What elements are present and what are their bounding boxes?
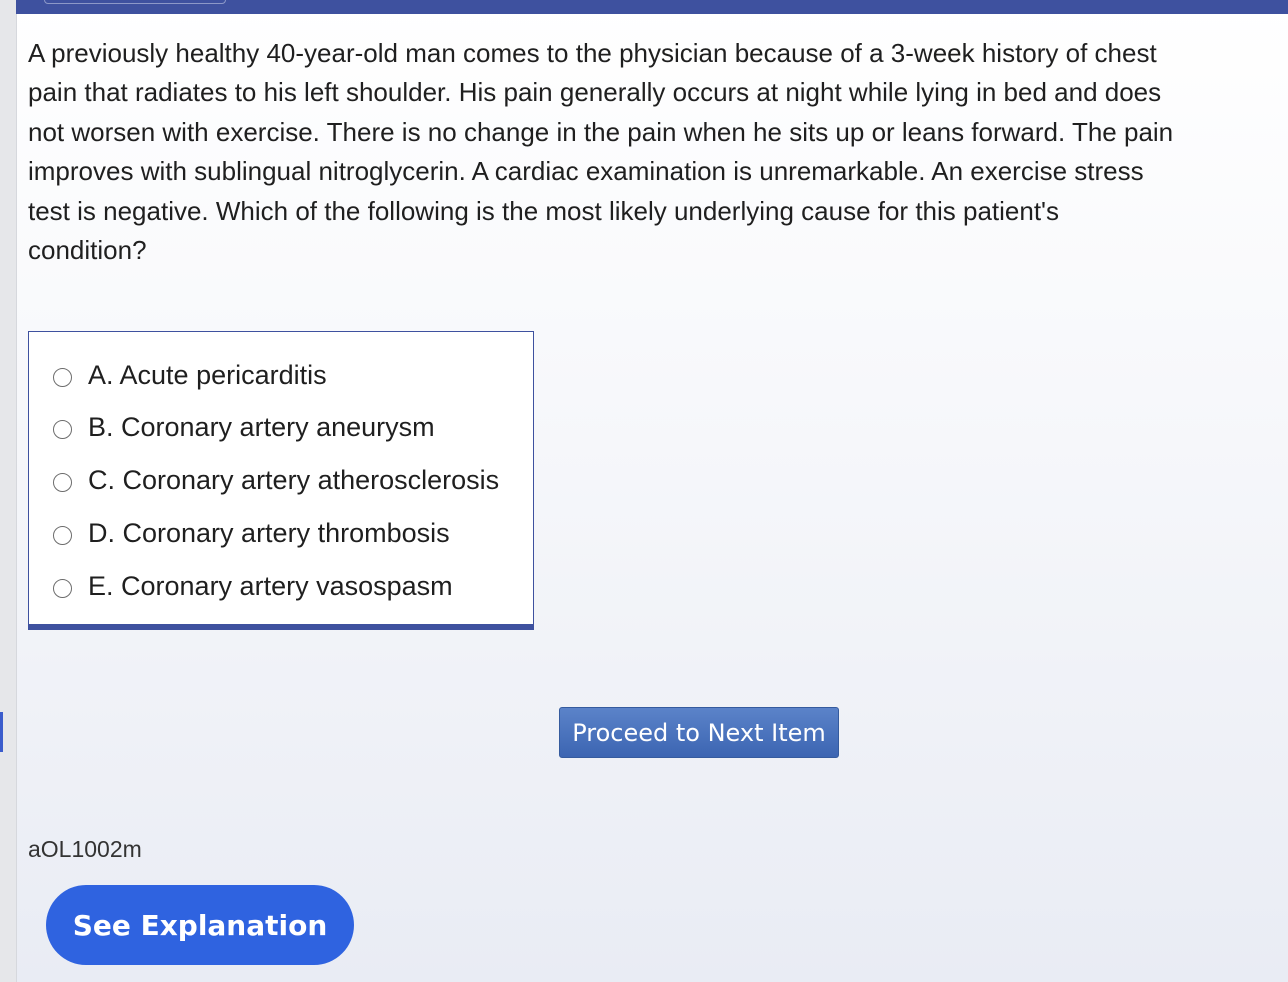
answer-choice-label: E. Coronary artery vasospasm bbox=[88, 570, 453, 601]
header-tab[interactable] bbox=[44, 0, 226, 4]
answer-choice-label: C. Coronary artery atherosclerosis bbox=[88, 464, 500, 495]
question-stem: A previously healthy 40-year-old man comes to the physician because of a 3-week history of chest pain that radiates to his left shoulder. His pain generally occurs at night while lying in bed and does not worsen with exercise. There is no change in the pain when he sits up or leans forward. The pain improves with sublingual nitroglycerin. A cardiac examination is unremarkable. An exercise stress test is negative. Which of the following is the most likely underlying cause for this patient's condition? bbox=[28, 38, 1174, 266]
see-explanation-button[interactable]: See Explanation bbox=[46, 885, 354, 965]
answer-choice-e[interactable] bbox=[29, 566, 453, 606]
radio-button-c[interactable] bbox=[53, 473, 72, 492]
answer-choice-b[interactable] bbox=[29, 407, 435, 447]
answer-choice-a[interactable] bbox=[29, 355, 327, 395]
item-id: aOL1002m bbox=[28, 836, 142, 862]
left-rail bbox=[0, 0, 17, 982]
answer-choice-label: D. Coronary artery thrombosis bbox=[88, 517, 450, 548]
answer-choice-label: B. Coronary artery aneurysm bbox=[88, 411, 435, 442]
answer-choice-c[interactable] bbox=[29, 460, 499, 500]
radio-button-e[interactable] bbox=[53, 579, 72, 598]
radio-button-a[interactable] bbox=[53, 368, 72, 387]
left-rail-marker bbox=[0, 712, 3, 752]
answer-choice-label: A. Acute pericarditis bbox=[88, 359, 327, 390]
answer-choices-panel bbox=[28, 331, 534, 630]
radio-button-b[interactable] bbox=[53, 420, 72, 439]
radio-button-d[interactable] bbox=[53, 526, 72, 545]
header-bar bbox=[16, 0, 1288, 14]
answer-choice-d[interactable] bbox=[29, 513, 450, 553]
proceed-to-next-item-button[interactable]: Proceed to Next Item bbox=[559, 707, 839, 758]
